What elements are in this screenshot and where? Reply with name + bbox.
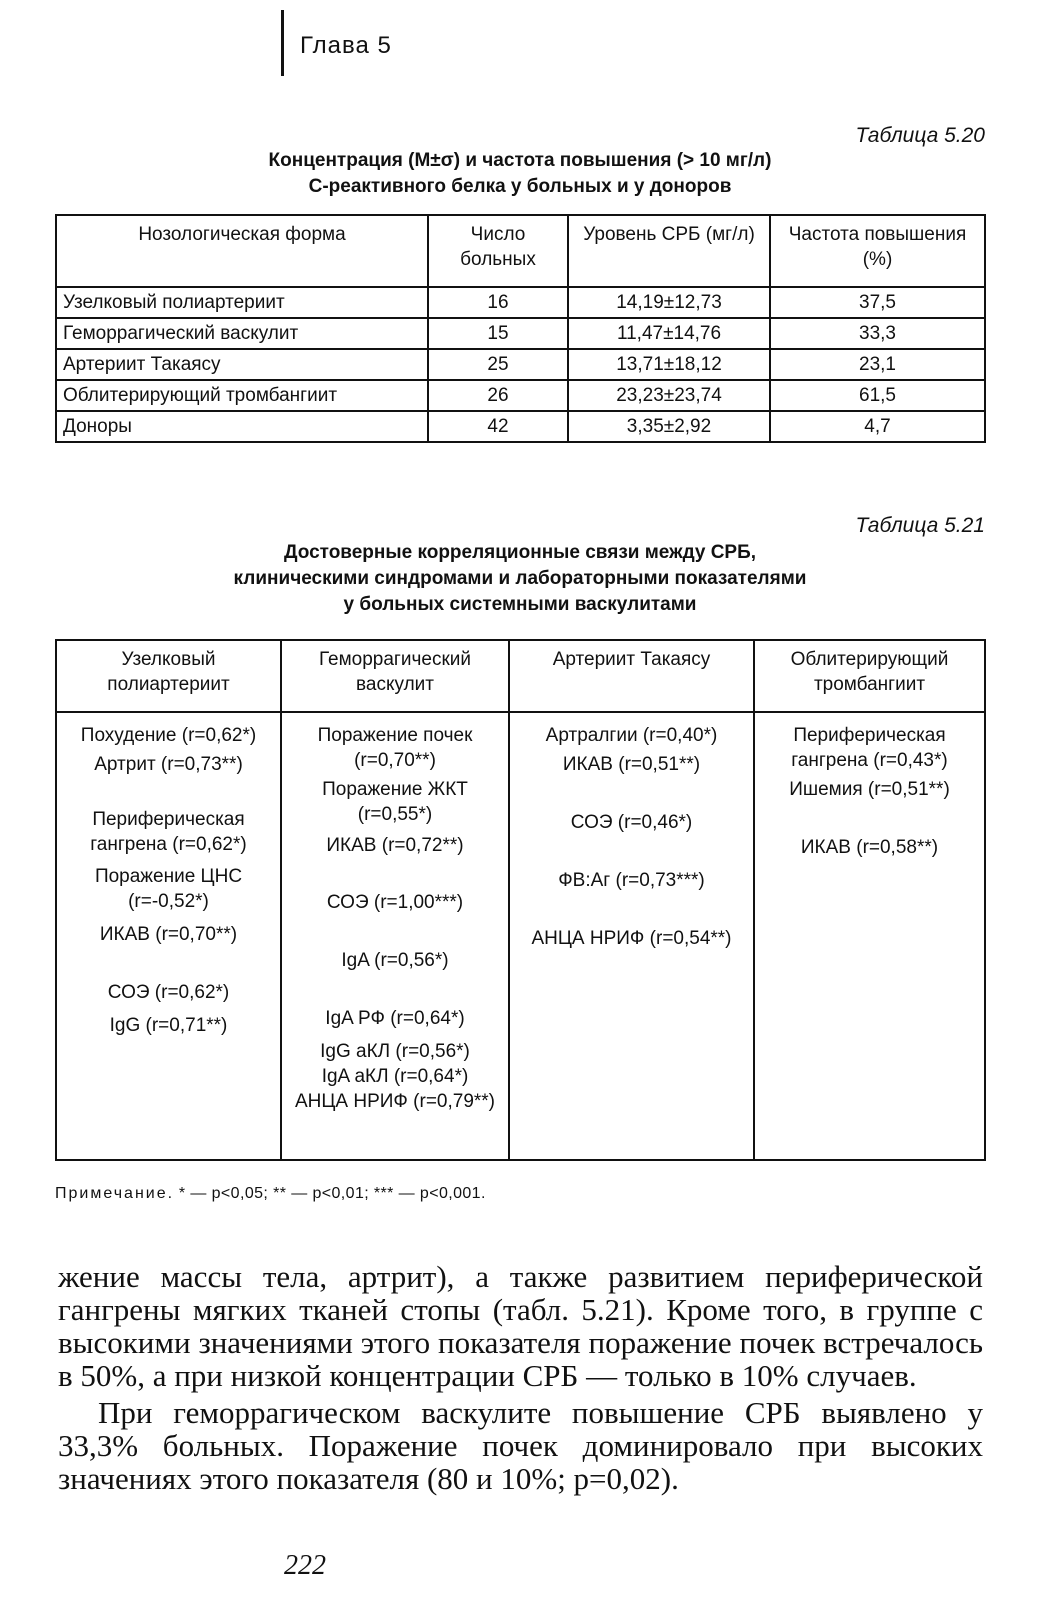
correlation-entry: IgA РФ (r=0,64*) <box>325 1008 465 1029</box>
correlation-entry: IgG аКЛ (r=0,56*) <box>320 1041 470 1062</box>
cell-rate: 33,3 <box>770 318 985 349</box>
cell-count: 42 <box>428 411 568 442</box>
table-note <box>55 1185 486 1203</box>
crp-concentration-table <box>55 214 986 443</box>
table-521-title <box>55 540 985 618</box>
header-thromboangiitis: Облитерирующий тромбангиит <box>754 640 985 712</box>
correlation-entry: ИКАВ (r=0,51**) <box>562 754 701 775</box>
correlation-entry: ИКАВ (r=0,58**) <box>800 837 939 858</box>
cell-crp: 23,23±23,74 <box>568 380 770 411</box>
cell-count: 25 <box>428 349 568 380</box>
table-520-title-line2: С-реактивного белка у больных и у доноров <box>308 176 732 197</box>
table-521-title-line1: Достоверные корреляционные связи между СРБ, <box>283 542 757 563</box>
correlation-entry: Периферическая гангрена (r=0,43*) <box>791 725 948 771</box>
header-crp-level: Уровень СРБ (мг/л) <box>568 215 770 287</box>
correlation-entry: СОЭ (r=0,46*) <box>570 812 693 833</box>
column-polyarteritis <box>56 712 281 1160</box>
cell-nosology: Облитерирующий тромбангиит <box>56 380 428 411</box>
cell-nosology: Доноры <box>56 411 428 442</box>
header-patient-count: Число больных <box>428 215 568 287</box>
table-520-title-line1: Концентрация (М±σ) и частота повышения (> 10 мг/л) <box>268 150 772 171</box>
correlation-entry: ИКАВ (r=0,70**) <box>99 924 238 945</box>
correlation-entry: ФВ:Аг (r=0,73***) <box>558 870 705 891</box>
cell-crp: 3,35±2,92 <box>568 411 770 442</box>
cell-crp: 11,47±14,76 <box>568 318 770 349</box>
cell-nosology: Узелковый полиартериит <box>56 287 428 318</box>
cell-count: 15 <box>428 318 568 349</box>
cell-rate: 61,5 <box>770 380 985 411</box>
cell-count: 16 <box>428 287 568 318</box>
correlation-entry: ИКАВ (r=0,72**) <box>326 835 464 856</box>
correlation-entry: АНЦА НРИФ (r=0,79**) <box>294 1091 496 1112</box>
table-row <box>56 318 985 349</box>
correlation-entry: АНЦА НРИФ (r=0,54**) <box>531 928 732 949</box>
cell-nosology: Артериит Такаясу <box>56 349 428 380</box>
correlation-entry: IgG (r=0,71**) <box>109 1015 228 1036</box>
table-row <box>56 712 985 1160</box>
note-text: * — p<0,05; ** — p<0,01; *** — p<0,001. <box>178 1185 486 1202</box>
chapter-title: Глава 5 <box>300 32 392 59</box>
column-takayasu-arteritis <box>509 712 754 1160</box>
table-header-row <box>56 215 985 287</box>
page-number: 222 <box>284 1550 326 1581</box>
table-520-caption: Таблица 5.20 <box>855 124 985 147</box>
correlation-entry: Поражение почек (r=0,70**) <box>317 725 473 771</box>
header-polyarteritis: Узелковый полиартериит <box>56 640 281 712</box>
table-row <box>56 287 985 318</box>
correlation-entry: СОЭ (r=1,00***) <box>326 892 464 913</box>
correlation-entry: Артралгии (r=0,40*) <box>545 725 718 746</box>
header-nosology: Нозологическая форма <box>56 215 428 287</box>
table-521-title-line2: клиническими синдромами и лабораторными показателями <box>233 568 807 589</box>
cell-rate: 23,1 <box>770 349 985 380</box>
table-520-title <box>55 148 985 200</box>
paragraph: жение массы тела, артрит), а также развитием периферической гангрены мягких тканей стопы (табл. 5.21). Кроме того, в группе с высокими значениями этого показателя поражение почек встречалось в 50%, а при низкой концентрации СРБ — только в 10% случаев. <box>58 1259 983 1393</box>
correlation-entry: IgA аКЛ (r=0,64*) <box>321 1066 469 1087</box>
correlation-entry: СОЭ (r=0,62*) <box>107 982 230 1003</box>
correlation-entry: Артрит (r=0,73**) <box>94 754 243 775</box>
note-label: Примечание. <box>55 1185 175 1202</box>
body-text <box>58 1260 983 1495</box>
correlation-table <box>55 639 986 1161</box>
header-elevation-rate: Частота повышения (%) <box>770 215 985 287</box>
header-rule <box>281 10 284 76</box>
table-header-row <box>56 640 985 712</box>
header-hemorrhagic-vasculitis: Геморрагический васкулит <box>281 640 509 712</box>
correlation-entry: Поражение ЦНС (r=-0,52*) <box>94 866 243 912</box>
cell-nosology: Геморрагический васкулит <box>56 318 428 349</box>
correlation-entry: Ишемия (r=0,51**) <box>789 779 950 800</box>
header-takayasu-arteritis: Артериит Такаясу <box>509 640 754 712</box>
column-thromboangiitis <box>754 712 985 1160</box>
table-521-title-line3: у больных системными васкулитами <box>343 594 697 615</box>
cell-crp: 14,19±12,73 <box>568 287 770 318</box>
cell-crp: 13,71±18,12 <box>568 349 770 380</box>
column-hemorrhagic-vasculitis <box>281 712 509 1160</box>
correlation-entry: Периферическая гангрена (r=0,62*) <box>90 809 247 855</box>
table-row <box>56 411 985 442</box>
correlation-entry: IgA (r=0,56*) <box>341 950 449 971</box>
cell-count: 26 <box>428 380 568 411</box>
correlation-entry: Похудение (r=0,62*) <box>80 725 257 746</box>
table-row <box>56 380 985 411</box>
table-row <box>56 349 985 380</box>
cell-rate: 4,7 <box>770 411 985 442</box>
paragraph: При геморрагическом васкулите повышение СРБ выявлено у 33,3% больных. Поражение почек доминировало при высоких значениях этого показателя (80 и 10%; p=0,02). <box>58 1395 983 1496</box>
correlation-entry: Поражение ЖКТ (r=0,55*) <box>322 779 468 825</box>
cell-rate: 37,5 <box>770 287 985 318</box>
table-521-caption: Таблица 5.21 <box>855 514 985 537</box>
